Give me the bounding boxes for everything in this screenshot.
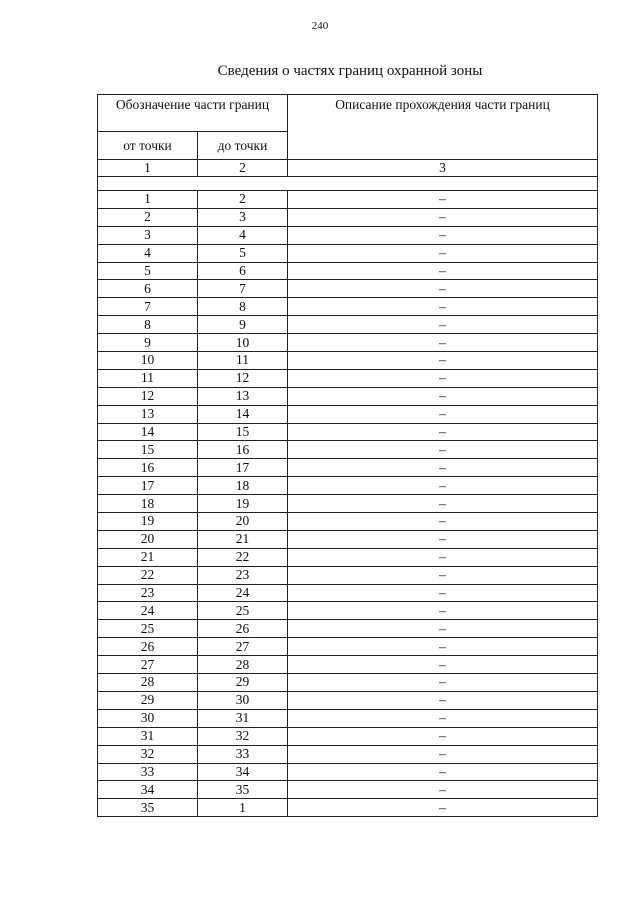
description-cell: – [288,369,598,387]
table-row [98,298,598,316]
from-point-cell: 28 [98,674,198,692]
from-point-cell: 24 [98,602,198,620]
description-cell: – [288,423,598,441]
from-point-cell: 31 [98,727,198,745]
to-point-cell: 1 [198,799,288,817]
to-point-cell: 29 [198,674,288,692]
table-row [98,441,598,459]
to-point-cell: 14 [198,405,288,423]
table-row [98,423,598,441]
table-row [98,548,598,566]
table-row [98,352,598,370]
table-row [98,781,598,799]
table-row [98,459,598,477]
from-point-cell: 29 [98,691,198,709]
to-point-cell: 15 [198,423,288,441]
to-point-cell: 35 [198,781,288,799]
to-point-cell: 30 [198,691,288,709]
table-row [98,387,598,405]
column-number: 2 [198,160,288,177]
description-cell: – [288,781,598,799]
header-from-point: от точки [98,132,198,160]
table-row [98,602,598,620]
page-number: 240 [311,20,329,32]
to-point-cell: 5 [198,244,288,262]
to-point-cell: 7 [198,280,288,298]
from-point-cell: 2 [98,208,198,226]
table-row [98,745,598,763]
to-point-cell: 28 [198,656,288,674]
to-point-cell: 11 [198,352,288,370]
from-point-cell: 8 [98,316,198,334]
from-point-cell: 23 [98,584,198,602]
description-cell: – [288,477,598,495]
column-number: 3 [288,160,598,177]
from-point-cell: 17 [98,477,198,495]
description-cell: – [288,495,598,513]
description-cell: – [288,799,598,817]
column-number: 1 [98,160,198,177]
from-point-cell: 21 [98,548,198,566]
table-row [98,244,598,262]
table-row [98,763,598,781]
to-point-cell: 20 [198,513,288,531]
table-row [98,584,598,602]
description-cell: – [288,584,598,602]
header-to-point: до точки [198,132,288,160]
description-cell: – [288,298,598,316]
table-row [98,191,598,209]
table-row [98,638,598,656]
table-row [98,316,598,334]
table-spacer-cell [98,177,598,191]
from-point-cell: 11 [98,369,198,387]
to-point-cell: 19 [198,495,288,513]
from-point-cell: 9 [98,334,198,352]
to-point-cell: 24 [198,584,288,602]
table-header-row [98,95,598,132]
document-title: Сведения о частях границ охранной зоны [217,63,483,79]
description-cell: – [288,441,598,459]
table-row [98,280,598,298]
table-row [98,262,598,280]
to-point-cell: 17 [198,459,288,477]
from-point-cell: 19 [98,513,198,531]
description-cell: – [288,548,598,566]
table-row [98,208,598,226]
description-cell: – [288,530,598,548]
from-point-cell: 7 [98,298,198,316]
boundary-parts-table [97,94,598,817]
to-point-cell: 3 [198,208,288,226]
from-point-cell: 10 [98,352,198,370]
description-cell: – [288,620,598,638]
from-point-cell: 20 [98,530,198,548]
to-point-cell: 9 [198,316,288,334]
description-cell: – [288,745,598,763]
to-point-cell: 2 [198,191,288,209]
to-point-cell: 4 [198,226,288,244]
from-point-cell: 1 [98,191,198,209]
table-row [98,620,598,638]
to-point-cell: 12 [198,369,288,387]
to-point-cell: 25 [198,602,288,620]
table-row [98,226,598,244]
from-point-cell: 34 [98,781,198,799]
from-point-cell: 12 [98,387,198,405]
table-row [98,691,598,709]
table-row [98,369,598,387]
description-cell: – [288,513,598,531]
from-point-cell: 15 [98,441,198,459]
table-row [98,727,598,745]
from-point-cell: 35 [98,799,198,817]
header-boundary-designation: Обозначение части границ [98,95,288,132]
from-point-cell: 6 [98,280,198,298]
table-row [98,513,598,531]
description-cell: – [288,405,598,423]
to-point-cell: 34 [198,763,288,781]
to-point-cell: 21 [198,530,288,548]
to-point-cell: 31 [198,709,288,727]
description-cell: – [288,691,598,709]
from-point-cell: 33 [98,763,198,781]
description-cell: – [288,727,598,745]
description-cell: – [288,280,598,298]
from-point-cell: 25 [98,620,198,638]
table-row [98,334,598,352]
description-cell: – [288,674,598,692]
description-cell: – [288,387,598,405]
description-cell: – [288,656,598,674]
description-cell: – [288,459,598,477]
to-point-cell: 22 [198,548,288,566]
description-cell: – [288,226,598,244]
table-row [98,709,598,727]
from-point-cell: 4 [98,244,198,262]
from-point-cell: 32 [98,745,198,763]
from-point-cell: 13 [98,405,198,423]
table-spacer-row [98,177,598,191]
table-row [98,566,598,584]
to-point-cell: 23 [198,566,288,584]
description-cell: – [288,191,598,209]
to-point-cell: 27 [198,638,288,656]
description-cell: – [288,566,598,584]
from-point-cell: 18 [98,495,198,513]
to-point-cell: 26 [198,620,288,638]
header-boundary-description: Описание прохождения части границ [288,95,598,160]
description-cell: – [288,208,598,226]
table-row [98,530,598,548]
table-row [98,477,598,495]
from-point-cell: 22 [98,566,198,584]
to-point-cell: 10 [198,334,288,352]
description-cell: – [288,602,598,620]
table-row [98,495,598,513]
table-row [98,656,598,674]
from-point-cell: 26 [98,638,198,656]
description-cell: – [288,709,598,727]
description-cell: – [288,244,598,262]
to-point-cell: 33 [198,745,288,763]
description-cell: – [288,352,598,370]
table-row [98,799,598,817]
to-point-cell: 6 [198,262,288,280]
from-point-cell: 3 [98,226,198,244]
from-point-cell: 27 [98,656,198,674]
table-row [98,674,598,692]
column-number-row [98,160,598,177]
to-point-cell: 18 [198,477,288,495]
from-point-cell: 14 [98,423,198,441]
description-cell: – [288,334,598,352]
description-cell: – [288,638,598,656]
to-point-cell: 32 [198,727,288,745]
from-point-cell: 5 [98,262,198,280]
to-point-cell: 13 [198,387,288,405]
to-point-cell: 8 [198,298,288,316]
description-cell: – [288,262,598,280]
table-row [98,405,598,423]
from-point-cell: 16 [98,459,198,477]
from-point-cell: 30 [98,709,198,727]
description-cell: – [288,316,598,334]
description-cell: – [288,763,598,781]
to-point-cell: 16 [198,441,288,459]
